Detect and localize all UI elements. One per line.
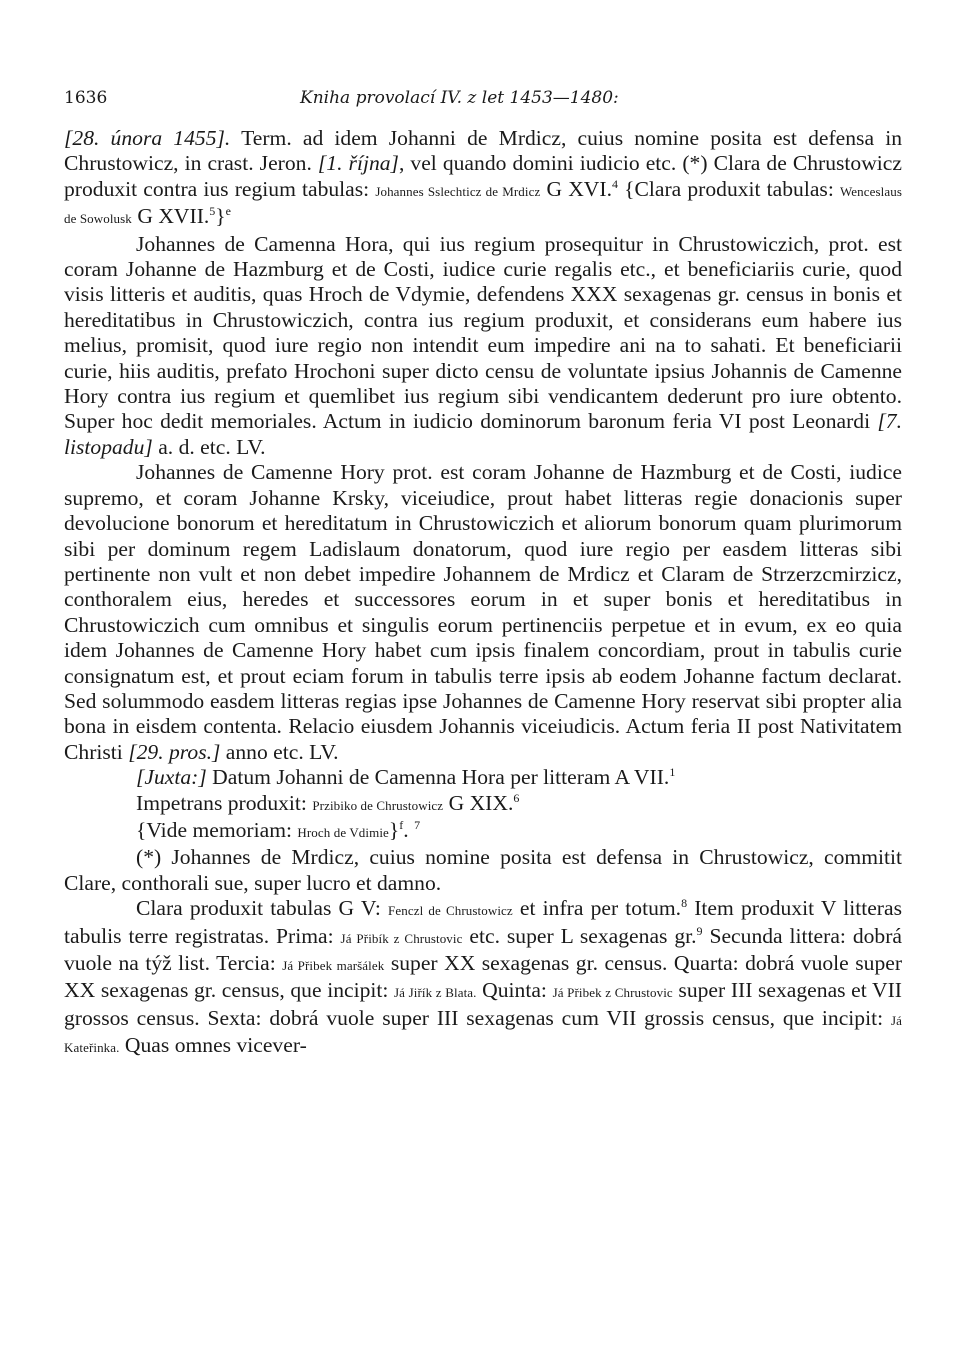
page-header [64, 88, 902, 118]
text-run: G XVI. [540, 176, 612, 201]
footnote-marker: 1 [669, 764, 676, 779]
text-run: anno etc. LV. [220, 739, 339, 764]
text-run: Quinta: [476, 978, 553, 1003]
text-run: , vel quando domini iudicio etc. (*) Clara de Chrustowicz produxit contra ius regium tabulas: [64, 151, 902, 201]
paragraph-p4 [64, 765, 902, 790]
text-run: Quas omnes vicever- [119, 1033, 307, 1058]
page [64, 88, 902, 1061]
page-number: 1636 [64, 88, 108, 108]
text-run: Johannes de Camenne Hory prot. est coram Johanne de Hazmburg et de Costi, iudice supremo, et coram Johanne Krsky, viceiudice, prout habet litteras regie donacionis super devolucione bonorum et hereditatum in Chrustowiczich et aliorum bonorum quam plurimorum sibi per dominum regem Ladislaum donatorum, quod iure regio per easdem litteras sibi pertinente non vult et non debet impedire Johannem de Mrdicz et Claram de Strzerzcmirzicz, conthoralem eius, heredes et successores eorum in et super bonis et hereditatibus in Chrustowiczich cum omnibus et singulis eorum pertinenciis perpetue et in evum, ex eo quia idem Johannes de Camenne Hory habet cum ipsis finalem concordiam, prout in tabulis curie consignatum est, et prout eciam forum in tabulis terre ipsis ab eodem Johanne factum declarat. Sed solummodo easdem litteras regias ipse Johannes de Camenne Hory reservat sibi propter alia bona in eisdem contenta. Relacio eiusdem Johannis viceiudicis. Actum feria II post Nativitatem Christi [64, 460, 902, 764]
document-body [64, 126, 902, 1061]
text-run: } [388, 817, 400, 842]
cited-name: Johannes Sslechticz de Mrdicz [375, 183, 541, 199]
text-run: Datum Johanni de Camenna Hora per litteram A VII. [206, 765, 670, 790]
footnote-marker: 8 [681, 896, 688, 910]
text-run: Item produxit V litteras tabulis terre registratas. Prima: [64, 896, 902, 948]
footnote-marker: e [225, 204, 231, 219]
paragraph-p2 [64, 232, 902, 461]
cited-name: Já Přibek maršálek [282, 958, 385, 973]
text-run: } [215, 204, 226, 229]
text-run: Impetrans produxit: [136, 790, 313, 815]
footnote-marker: 4 [611, 176, 618, 191]
cited-name: Wenceslaus de Sowolusk [64, 183, 903, 227]
paragraph-p7 [64, 845, 902, 896]
editorial-date: [Juxta:] [136, 765, 207, 790]
paragraph-p3 [64, 460, 902, 765]
text-run: super XX sexagenas gr. census. Quarta: dobrá vuole super XX sexagenas gr. census, que incipit: [64, 951, 903, 1003]
footnote-marker: 7 [414, 817, 421, 832]
text-run: G XIX. [443, 790, 514, 815]
text-run: Clara produxit tabulas G V: [136, 896, 389, 921]
text-run: etc. super L sexagenas gr. [462, 923, 697, 948]
editorial-date: [1. října] [317, 151, 399, 176]
cited-name: Przibiko de Chrustowicz [312, 797, 444, 813]
footnote-marker: 6 [513, 790, 520, 805]
footnote-marker: 9 [696, 923, 703, 938]
cited-name: Já Kateřinka. [64, 1012, 902, 1056]
footnote-marker: f [399, 817, 404, 832]
editorial-date: [29. pros.] [128, 739, 221, 764]
text-run: {Clara produxit tabulas: [617, 176, 840, 201]
footnote-marker: 5 [209, 204, 216, 219]
editorial-date: [28. února 1455]. [64, 126, 231, 150]
paragraph-p8 [64, 896, 902, 1060]
text-run: Term. ad idem Johanni de Mrdicz, cuius nomine posita est defensa in Chrustowicz, in crast. Jeron. [64, 126, 902, 176]
text-run: super III sexagenas et VII grossos census. Sexta: dobrá vuole super III sexagenas cum VII grossis census, que incipit: [64, 978, 902, 1030]
paragraph-p5 [64, 791, 902, 818]
cited-name: Já Přibík z Chrustovic [340, 930, 463, 946]
text-run: . [403, 817, 415, 842]
text-run: a. d. etc. LV. [152, 434, 266, 459]
cited-name: Já Přibek z Chrustovic [552, 985, 673, 1001]
text-run: (*) Johannes de Mrdicz, cuius nomine posita est defensa in Chrustowicz, commitit Clare, conthorali sue, super lucro et damno. [64, 845, 902, 895]
running-title: Kniha provolací IV. z let 1453—1480: [300, 88, 619, 108]
cited-name: Hroch de Vdimie [297, 824, 389, 840]
cited-name: Já Jiřík z Blata. [394, 985, 477, 1001]
cited-name: Fenczl de Chrustowicz [388, 903, 513, 919]
text-run: et infra per totum. [512, 896, 682, 921]
editorial-date: [7. listopadu] [64, 409, 902, 459]
paragraph-p6 [64, 818, 902, 845]
paragraph-p1 [64, 126, 902, 232]
text-run: G XVII. [131, 204, 210, 229]
text-run: {Vide memoriam: [136, 817, 298, 842]
text-run: Secunda littera: dobrá vuole na týž list. Tercia: [64, 923, 902, 975]
text-run: Johannes de Camenna Hora, qui ius regium prosequitur in Chrustowiczich, prot. est coram Johanne de Hazmburg et de Costi, iudice curie regalis etc., et beneficiariis curie, quod visis litteris et auditis, quas Hroch de Vdymie, defendens XXX sexagenas gr. census in bonis et hereditatibus in Chrustowiczich, contra ius regium produxit, et considerans eum habere ius melius, promisit, quod iure regio non intendit eum impedire ani na to sahati. Et beneficiarii curie, hiis auditis, prefato Hrochoni super dicto censu de voluntate ipsius Johannis de Camenne Hory contra ius regium et quemlibet ius regium sibi vendicantem dederunt pro iure obtento. Super hoc dedit memoriales. Actum in iudicio dominorum baronum feria VI post Leonardi [64, 231, 902, 434]
